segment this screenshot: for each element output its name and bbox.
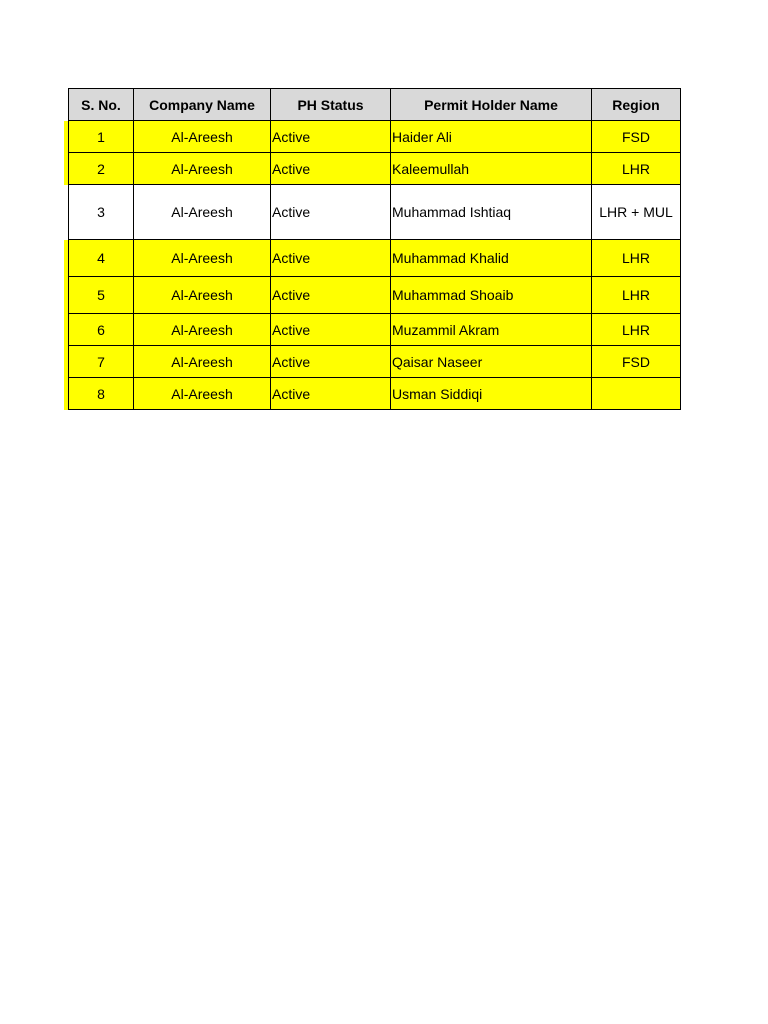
permit-holders-table — [68, 88, 681, 410]
cell-sno[interactable]: 3 — [69, 185, 134, 240]
cell-sno[interactable]: 2 — [69, 153, 134, 185]
table-row — [69, 185, 681, 240]
cell-status[interactable]: Active — [271, 185, 391, 240]
cell-name[interactable]: Muhammad Ishtiaq — [391, 185, 592, 240]
table-row — [69, 121, 681, 153]
cell-company[interactable]: Al-Areesh — [134, 378, 271, 410]
cell-sno[interactable]: 7 — [69, 346, 134, 378]
header-sno[interactable]: S. No. — [69, 89, 134, 121]
cell-region[interactable]: LHR — [592, 314, 681, 346]
cell-sno[interactable]: 1 — [69, 121, 134, 153]
cell-region[interactable] — [592, 378, 681, 410]
table-row — [69, 314, 681, 346]
cell-status[interactable]: Active — [271, 277, 391, 314]
cell-status[interactable]: Active — [271, 121, 391, 153]
cell-name[interactable]: Usman Siddiqi — [391, 378, 592, 410]
cell-status[interactable]: Active — [271, 378, 391, 410]
cell-company[interactable]: Al-Areesh — [134, 314, 271, 346]
table-row — [69, 240, 681, 277]
header-ph-status[interactable]: PH Status — [271, 89, 391, 121]
cell-status[interactable]: Active — [271, 240, 391, 277]
cell-status[interactable]: Active — [271, 153, 391, 185]
cell-region[interactable]: LHR + MUL — [592, 185, 681, 240]
header-company-name[interactable]: Company Name — [134, 89, 271, 121]
cell-company[interactable]: Al-Areesh — [134, 153, 271, 185]
cell-status[interactable]: Active — [271, 346, 391, 378]
cell-name[interactable]: Kaleemullah — [391, 153, 592, 185]
cell-region[interactable]: LHR — [592, 240, 681, 277]
cell-region[interactable]: FSD — [592, 121, 681, 153]
table-row — [69, 346, 681, 378]
header-row — [69, 89, 681, 121]
cell-company[interactable]: Al-Areesh — [134, 121, 271, 153]
cell-sno[interactable]: 4 — [69, 240, 134, 277]
cell-sno[interactable]: 5 — [69, 277, 134, 314]
table-row — [69, 153, 681, 185]
cell-name[interactable]: Muhammad Khalid — [391, 240, 592, 277]
header-permit-holder-name[interactable]: Permit Holder Name — [391, 89, 592, 121]
cell-sno[interactable]: 8 — [69, 378, 134, 410]
header-region[interactable]: Region — [592, 89, 681, 121]
cell-name[interactable]: Muhammad Shoaib — [391, 277, 592, 314]
cell-company[interactable]: Al-Areesh — [134, 185, 271, 240]
cell-region[interactable]: FSD — [592, 346, 681, 378]
cell-name[interactable]: Qaisar Naseer — [391, 346, 592, 378]
cell-name[interactable]: Haider Ali — [391, 121, 592, 153]
table-row — [69, 277, 681, 314]
table-row — [69, 378, 681, 410]
cell-company[interactable]: Al-Areesh — [134, 277, 271, 314]
cell-region[interactable]: LHR — [592, 277, 681, 314]
cell-status[interactable]: Active — [271, 314, 391, 346]
cell-company[interactable]: Al-Areesh — [134, 346, 271, 378]
cell-name[interactable]: Muzammil Akram — [391, 314, 592, 346]
cell-region[interactable]: LHR — [592, 153, 681, 185]
cell-sno[interactable]: 6 — [69, 314, 134, 346]
cell-company[interactable]: Al-Areesh — [134, 240, 271, 277]
